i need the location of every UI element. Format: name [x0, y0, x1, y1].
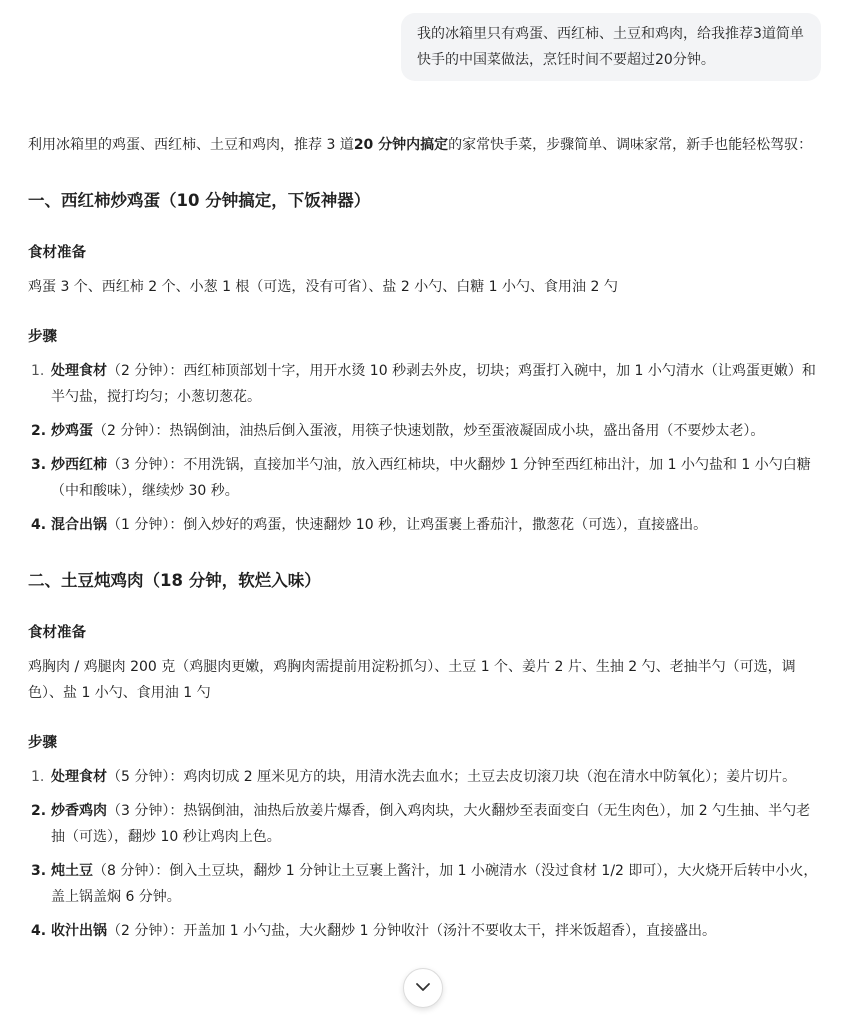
step-name: 混合出锅: [51, 517, 107, 533]
intro-text: 利用冰箱里的鸡蛋、西红柿、土豆和鸡肉，推荐 3 道: [28, 137, 354, 153]
step-time: （1 分钟）: [107, 517, 170, 533]
ingredients-list: 鸡胸肉 / 鸡腿肉 200 克（鸡腿肉更嫩，鸡胸肉需提前用淀粉抓匀）、土豆 1 个、姜片 2 片、生抽 2 勺、老抽半勺（可选，调色）、盐 1 小勺、食用油 1 勺: [28, 659, 796, 701]
steps-heading: 步骤: [28, 735, 57, 751]
user-message-bubble: [401, 13, 821, 81]
step-text: ：西红柿顶部划十字，用开水烫 10 秒剥去外皮，切块；鸡蛋打入碗中，加 1 小勺清水（让鸡蛋更嫩）和半勺盐，搅打均匀；小葱切葱花。: [51, 363, 816, 405]
step-number: 2.: [31, 423, 47, 439]
step-text: ：开盖加 1 小勺盐，大火翻炒 1 分钟收汁（汤汁不要收太干，拌米饭超香），直接盛出。: [169, 923, 716, 939]
intro-text-end: 的家常快手菜，步骤简单、调味家常，新手也能轻松驾驭：: [448, 137, 813, 153]
step-item: [28, 764, 823, 790]
step-number: 3.: [31, 863, 47, 879]
intro-paragraph: [28, 132, 823, 158]
ingredients-list: 鸡蛋 3 个、西红柿 2 个、小葱 1 根（可选，没有可省）、盐 2 小勺、白糖 1 小勺、食用油 2 勺: [28, 279, 618, 295]
step-item: [28, 418, 823, 444]
step-item: [28, 358, 823, 410]
step-name: 炒西红柿: [51, 457, 107, 473]
step-text: ：倒入炒好的鸡蛋，快速翻炒 10 秒，让鸡蛋裹上番茄汁，撒葱花（可选），直接盛出。: [169, 517, 708, 533]
step-time: （2 分钟）: [93, 423, 156, 439]
ingredients-heading: 食材准备: [28, 245, 86, 261]
step-time: （5 分钟）: [107, 769, 170, 785]
step-number: 1.: [31, 363, 45, 379]
step-item: [28, 798, 823, 850]
intro-highlight: 20 分钟内搞定: [353, 137, 449, 153]
step-number: 4.: [31, 923, 47, 939]
step-number: 4.: [31, 517, 47, 533]
steps-list: [28, 764, 823, 944]
step-time: （8 分钟）: [93, 863, 156, 879]
step-text: ：鸡肉切成 2 厘米见方的块，用清水洗去血水；土豆去皮切滚刀块（泡在清水中防氧化）；姜片切片。: [169, 769, 797, 785]
step-name: 处理食材: [51, 363, 107, 379]
step-item: [28, 918, 823, 944]
step-name: 炖土豆: [51, 863, 93, 879]
step-name: 炒鸡蛋: [51, 423, 93, 439]
step-text: ：热锅倒油，油热后倒入蛋液，用筷子快速划散，炒至蛋液凝固成小块，盛出备用（不要炒太老）。: [155, 423, 765, 439]
step-text: ：不用洗锅，直接加半勺油，放入西红柿块，中火翻炒 1 分钟至西红柿出汁，加 1 小勺盐和 1 小勺白糖（中和酸味），继续炒 30 秒。: [51, 457, 811, 499]
step-name: 炒香鸡肉: [51, 803, 107, 819]
steps-heading: 步骤: [28, 329, 57, 345]
user-message-text: 我的冰箱里只有鸡蛋、西红柿、土豆和鸡肉，给我推荐3道简单快手的中国菜做法，烹饪时间不要超过20分钟。: [417, 26, 804, 68]
step-item: [28, 858, 823, 910]
chevron-down-icon: [415, 975, 431, 1001]
step-item: [28, 512, 823, 538]
step-number: 1.: [31, 769, 45, 785]
step-time: （3 分钟）: [107, 803, 170, 819]
step-time: （2 分钟）: [107, 923, 170, 939]
recipe-title: 二、土豆炖鸡肉（18 分钟，软烂入味）: [28, 571, 321, 590]
ingredients-heading: 食材准备: [28, 625, 86, 641]
scroll-to-bottom-button[interactable]: [403, 968, 443, 1008]
step-time: （2 分钟）: [107, 363, 170, 379]
step-text: ：倒入土豆块，翻炒 1 分钟让土豆裹上酱汁，加 1 小碗清水（没过食材 1/2 即可），大火烧开后转中小火，盖上锅盖焖 6 分钟。: [51, 863, 818, 905]
step-time: （3 分钟）: [107, 457, 170, 473]
step-name: 处理食材: [51, 769, 107, 785]
step-item: [28, 452, 823, 504]
step-text: ：热锅倒油，油热后放姜片爆香，倒入鸡肉块，大火翻炒至表面变白（无生肉色），加 2 勺生抽、半勺老抽（可选），翻炒 10 秒让鸡肉上色。: [51, 803, 811, 845]
assistant-answer: [28, 132, 823, 944]
step-number: 3.: [31, 457, 47, 473]
steps-list: [28, 358, 823, 538]
recipe-title: 一、西红柿炒鸡蛋（10 分钟搞定，下饭神器）: [28, 191, 371, 210]
step-number: 2.: [31, 803, 47, 819]
step-name: 收汁出锅: [51, 923, 107, 939]
